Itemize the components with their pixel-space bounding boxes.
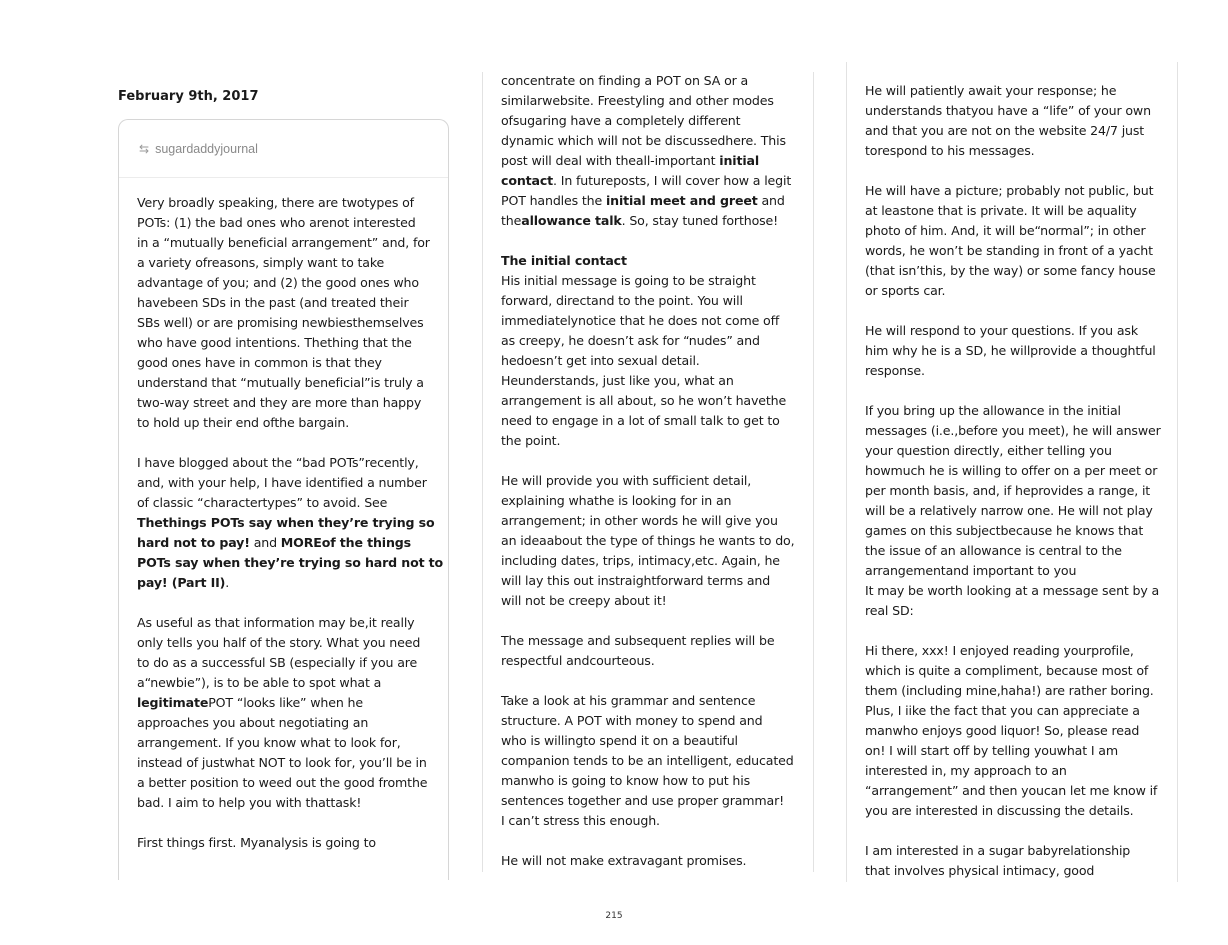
text-line <box>865 321 1161 341</box>
text-segment: only tells you half of the story. What you need <box>137 635 421 650</box>
bold-text: allowance talk <box>521 213 622 228</box>
text-segment: Take a look at his grammar and sentence <box>501 693 756 708</box>
text-line <box>501 191 794 211</box>
text-segment: I have blogged about the “bad POTs”recently, <box>137 455 419 470</box>
text-line <box>865 561 1161 581</box>
text-segment: Very broadly speaking, there are twotypes of <box>137 195 414 210</box>
text-segment: per month basis, and, if heprovides a range, it <box>865 483 1151 498</box>
text-segment: I am interested in a sugar babyrelationship <box>865 843 1131 858</box>
text-segment: two-way street and they are more than happy <box>137 395 422 410</box>
text-line <box>865 201 1161 221</box>
text-line <box>501 251 794 271</box>
text-segment: Heunderstands, just like you, what an <box>501 373 734 388</box>
text-segment: . So, stay tuned forthose! <box>621 213 779 228</box>
text-line <box>865 401 1161 421</box>
text-line <box>501 691 794 711</box>
text-line <box>137 353 443 373</box>
text-segment: which is quite a compliment, because most of <box>865 663 1149 678</box>
text-line <box>865 81 1161 101</box>
text-segment: similarwebsite. Freestyling and other modes <box>501 93 774 108</box>
text-line <box>865 701 1161 721</box>
text-line <box>137 613 443 633</box>
text-line <box>501 591 794 611</box>
text-segment: instead of justwhat NOT to look for, you’ll be in <box>137 755 427 770</box>
text-segment: and <box>757 193 785 208</box>
blank-line <box>501 671 794 691</box>
text-line <box>501 751 794 771</box>
blank-line <box>865 381 1161 401</box>
text-segment: He will have a picture; probably not public, but <box>865 183 1154 198</box>
blank-line <box>501 231 794 251</box>
text-segment: He will not make extravagant promises. <box>501 853 747 868</box>
text-segment: He will patiently await your response; he <box>865 83 1117 98</box>
text-line <box>501 131 794 151</box>
blank-line <box>137 593 443 613</box>
text-segment: response. <box>865 363 925 378</box>
text-line <box>137 213 443 233</box>
text-line <box>865 841 1161 861</box>
text-line <box>865 801 1161 821</box>
text-line <box>137 633 443 653</box>
text-line <box>501 771 794 791</box>
text-line <box>501 151 794 171</box>
text-line <box>865 521 1161 541</box>
text-line <box>501 391 794 411</box>
text-segment: in a “mutually beneficial arrangement” and, for <box>137 235 430 250</box>
text-segment: immediatelynotice that he does not come off <box>501 313 780 328</box>
text-line <box>137 753 443 773</box>
text-segment: As useful as that information may be,it really <box>137 615 415 630</box>
bold-text: initial <box>719 153 759 168</box>
text-segment: the point. <box>501 433 561 448</box>
text-segment: you are interested in discussing the details. <box>865 803 1134 818</box>
text-line <box>865 101 1161 121</box>
text-segment: photo of him. And, it will be“normal”; in other <box>865 223 1146 238</box>
text-line <box>865 541 1161 561</box>
text-line <box>137 693 443 713</box>
text-segment: concentrate on finding a POT on SA or a <box>501 73 749 88</box>
text-segment: . In futureposts, I will cover how a legit <box>553 173 792 188</box>
bold-text: Thethings POTs say when they’re trying so <box>137 515 435 530</box>
text-line <box>137 293 443 313</box>
text-segment: will lay this out instraightforward terms and <box>501 573 771 588</box>
text-segment: will be a relatively narrow one. He will not play <box>865 503 1153 518</box>
text-segment: havebeen SDs in the past (and treated their <box>137 295 409 310</box>
blank-line <box>501 451 794 471</box>
text-line <box>137 273 443 293</box>
text-line <box>501 311 794 331</box>
text-line <box>501 271 794 291</box>
text-line <box>865 761 1161 781</box>
text-segment: He will provide you with sufficient detail, <box>501 473 752 488</box>
text-segment: words, he won’t be standing in front of a yacht <box>865 243 1153 258</box>
text-segment: torespond to his messages. <box>865 143 1035 158</box>
text-line <box>137 193 443 213</box>
text-segment: that involves physical intimacy, good <box>865 863 1095 878</box>
text-segment: the <box>501 213 522 228</box>
text-line <box>137 673 443 693</box>
text-line <box>865 601 1161 621</box>
text-segment: I can’t stress this enough. <box>501 813 660 828</box>
reblog-icon: ⇆ <box>139 141 150 156</box>
text-line <box>137 793 443 813</box>
text-line <box>865 441 1161 461</box>
blank-line <box>865 621 1161 641</box>
text-segment: arrangement; in other words he will give you <box>501 513 778 528</box>
text-line <box>137 413 443 433</box>
text-line <box>137 773 443 793</box>
text-segment: “arrangement” and then youcan let me know if <box>865 783 1158 798</box>
text-line <box>501 511 794 531</box>
text-segment: respectful andcourteous. <box>501 653 655 668</box>
text-line <box>137 473 443 493</box>
text-line <box>501 211 794 231</box>
text-line <box>865 241 1161 261</box>
text-segment: understands thatyou have a “life” of your own <box>865 103 1151 118</box>
text-line <box>501 71 794 91</box>
text-line <box>865 581 1161 601</box>
blank-line <box>865 161 1161 181</box>
text-line <box>137 333 443 353</box>
text-segment: Hi there, xxx! I enjoyed reading yourprofile, <box>865 643 1134 658</box>
text-segment: understand that “mutually beneficial”is truly a <box>137 375 424 390</box>
bold-text: POTs say when they’re trying so hard not to <box>137 555 444 570</box>
text-line <box>501 471 794 491</box>
text-segment: them (including mine,haha!) are rather boring. <box>865 683 1154 698</box>
text-line <box>865 421 1161 441</box>
text-segment: First things first. Myanalysis is going to <box>137 835 376 850</box>
text-line <box>865 501 1161 521</box>
text-line <box>865 721 1161 741</box>
text-segment: as creepy, he doesn’t ask for “nudes” and <box>501 333 760 348</box>
post-date: February 9th, 2017 <box>118 89 259 104</box>
text-segment: to hold up their end ofthe bargain. <box>137 415 350 430</box>
text-segment: and, with your help, I have identified a number <box>137 475 427 490</box>
text-line <box>501 171 794 191</box>
text-segment: approaches you about negotiating an <box>137 715 369 730</box>
text-segment: need to engage in a lot of small talk to get to <box>501 413 780 428</box>
text-segment: an ideaabout the type of things he wants to do, <box>501 533 795 548</box>
text-line <box>501 411 794 431</box>
bold-text: pay! (Part II) <box>137 575 226 590</box>
text-line <box>501 791 794 811</box>
bold-text: The initial contact <box>501 253 627 268</box>
text-line <box>501 711 794 731</box>
text-line <box>137 313 443 333</box>
text-segment: including dates, trips, intimacy,etc. Again, he <box>501 553 780 568</box>
text-line <box>865 741 1161 761</box>
text-segment: manwho enjoys good liquor! So, please read <box>865 723 1140 738</box>
text-line <box>501 731 794 751</box>
column-1-text <box>137 193 443 858</box>
column-3-text <box>865 81 1161 881</box>
text-segment: arrangementand important to you <box>865 563 1077 578</box>
text-line <box>865 361 1161 381</box>
text-segment: The message and subsequent replies will be <box>501 633 775 648</box>
text-segment: POT handles the <box>501 193 606 208</box>
text-segment: (that isn’this, by the way) or some fancy house <box>865 263 1156 278</box>
text-segment: your question directly, either telling you <box>865 443 1112 458</box>
text-line <box>137 533 443 553</box>
text-segment: games on this subjectbecause he knows that <box>865 523 1144 538</box>
text-segment: to do as a successful SB (especially if you are <box>137 655 418 670</box>
bold-text: hard not to pay! <box>137 535 250 550</box>
text-segment: and that you are not on the website 24/7 just <box>865 123 1145 138</box>
text-line <box>501 291 794 311</box>
text-line <box>137 653 443 673</box>
text-line <box>137 393 443 413</box>
text-line <box>137 493 443 513</box>
text-segment: SBs well) or are promising newbiesthemselves <box>137 315 424 330</box>
text-line <box>501 351 794 371</box>
text-segment: manwho is going to know how to put his <box>501 773 751 788</box>
text-line <box>501 551 794 571</box>
text-segment: good ones have in common is that they <box>137 355 382 370</box>
text-line <box>501 111 794 131</box>
text-segment: If you bring up the allowance in the initial <box>865 403 1121 418</box>
text-line <box>501 631 794 651</box>
text-segment: POT “looks like” when he <box>208 695 363 710</box>
reblog-header <box>119 120 448 178</box>
text-line <box>865 681 1161 701</box>
text-segment: will not be creepy about it! <box>501 593 667 608</box>
text-segment: His initial message is going to be straight <box>501 273 756 288</box>
text-line <box>501 571 794 591</box>
text-line <box>865 341 1161 361</box>
bold-text: MOREof the things <box>280 535 411 550</box>
text-segment: arrangement is all about, so he won’t havethe <box>501 393 787 408</box>
text-segment: interested in, my approach to an <box>865 763 1067 778</box>
text-line <box>865 861 1161 881</box>
blank-line <box>137 813 443 833</box>
text-segment: explaining whathe is looking for in an <box>501 493 732 508</box>
text-segment: at leastone that is private. It will be aquality <box>865 203 1137 218</box>
text-line <box>501 371 794 391</box>
text-segment: howmuch he is willing to offer on a per meet or <box>865 463 1158 478</box>
text-segment: forward, directand to the point. You will <box>501 293 743 308</box>
text-segment: companion tends to be an intelligent, educated <box>501 753 794 768</box>
reblog-source-link[interactable]: sugardaddyjournal <box>155 141 258 156</box>
text-line <box>865 221 1161 241</box>
text-line <box>501 331 794 351</box>
text-segment: advantage of you; and (2) the good ones who <box>137 275 419 290</box>
text-segment: who have good intentions. Thething that the <box>137 335 412 350</box>
text-line <box>865 181 1161 201</box>
text-segment: a better position to weed out the good fromthe <box>137 775 428 790</box>
text-segment: messages (i.e.,before you meet), he will answer <box>865 423 1161 438</box>
text-line <box>501 491 794 511</box>
text-line <box>865 661 1161 681</box>
text-line <box>501 531 794 551</box>
text-line <box>137 253 443 273</box>
text-line <box>137 573 443 593</box>
text-segment: POTs: (1) the bad ones who arenot interested <box>137 215 416 230</box>
text-line <box>501 851 794 871</box>
bold-text: initial meet and greet <box>605 193 758 208</box>
text-line <box>865 281 1161 301</box>
text-segment: dynamic which will not be discussedhere. This <box>501 133 786 148</box>
text-segment: a variety ofreasons, simply want to take <box>137 255 385 270</box>
text-line <box>865 141 1161 161</box>
bold-text: contact <box>501 173 554 188</box>
text-segment: He will respond to your questions. If you ask <box>865 323 1138 338</box>
text-line <box>865 461 1161 481</box>
text-segment: him why he is a SD, he willprovide a thoughtful <box>865 343 1156 358</box>
text-segment: of classic “charactertypes” to avoid. See <box>137 495 388 510</box>
page-number: 215 <box>605 911 623 921</box>
text-segment: sentences together and use proper grammar! <box>501 793 785 808</box>
blank-line <box>865 821 1161 841</box>
text-segment: who is willingto spend it on a beautiful <box>501 733 738 748</box>
text-segment: bad. I aim to help you with thattask! <box>137 795 362 810</box>
text-line <box>137 373 443 393</box>
text-segment: post will deal with theall-important <box>501 153 720 168</box>
blank-line <box>865 301 1161 321</box>
text-line <box>137 513 443 533</box>
blank-line <box>137 433 443 453</box>
text-segment: arrangement. If you know what to look for, <box>137 735 401 750</box>
text-line <box>865 261 1161 281</box>
text-line <box>865 121 1161 141</box>
text-line <box>137 733 443 753</box>
text-line <box>865 481 1161 501</box>
text-line <box>137 833 443 853</box>
text-segment: ofsugaring have a completely different <box>501 113 741 128</box>
text-segment: structure. A POT with money to spend and <box>501 713 763 728</box>
blank-line <box>501 611 794 631</box>
text-segment: hedoesn’t get into sexual detail. <box>501 353 700 368</box>
text-segment: It may be worth looking at a message sent by a <box>865 583 1160 598</box>
bold-text: legitimate <box>137 695 209 710</box>
text-line <box>137 553 443 573</box>
text-line <box>501 811 794 831</box>
column-2-text <box>501 71 794 871</box>
text-segment: Plus, I iike the fact that you can appreciate a <box>865 703 1140 718</box>
text-segment: the issue of an allowance is central to the <box>865 543 1122 558</box>
text-segment: . <box>225 575 230 590</box>
text-segment: and <box>249 535 281 550</box>
text-segment: or sports car. <box>865 283 946 298</box>
text-line <box>501 651 794 671</box>
text-line <box>501 431 794 451</box>
text-line <box>137 713 443 733</box>
text-segment: real SD: <box>865 603 914 618</box>
blank-line <box>501 831 794 851</box>
text-line <box>137 453 443 473</box>
text-line <box>137 233 443 253</box>
text-line <box>865 641 1161 661</box>
text-segment: a“newbie”), is to be able to spot what a <box>137 675 382 690</box>
text-line <box>865 781 1161 801</box>
text-segment: on! I will start off by telling youwhat I am <box>865 743 1118 758</box>
text-line <box>501 91 794 111</box>
